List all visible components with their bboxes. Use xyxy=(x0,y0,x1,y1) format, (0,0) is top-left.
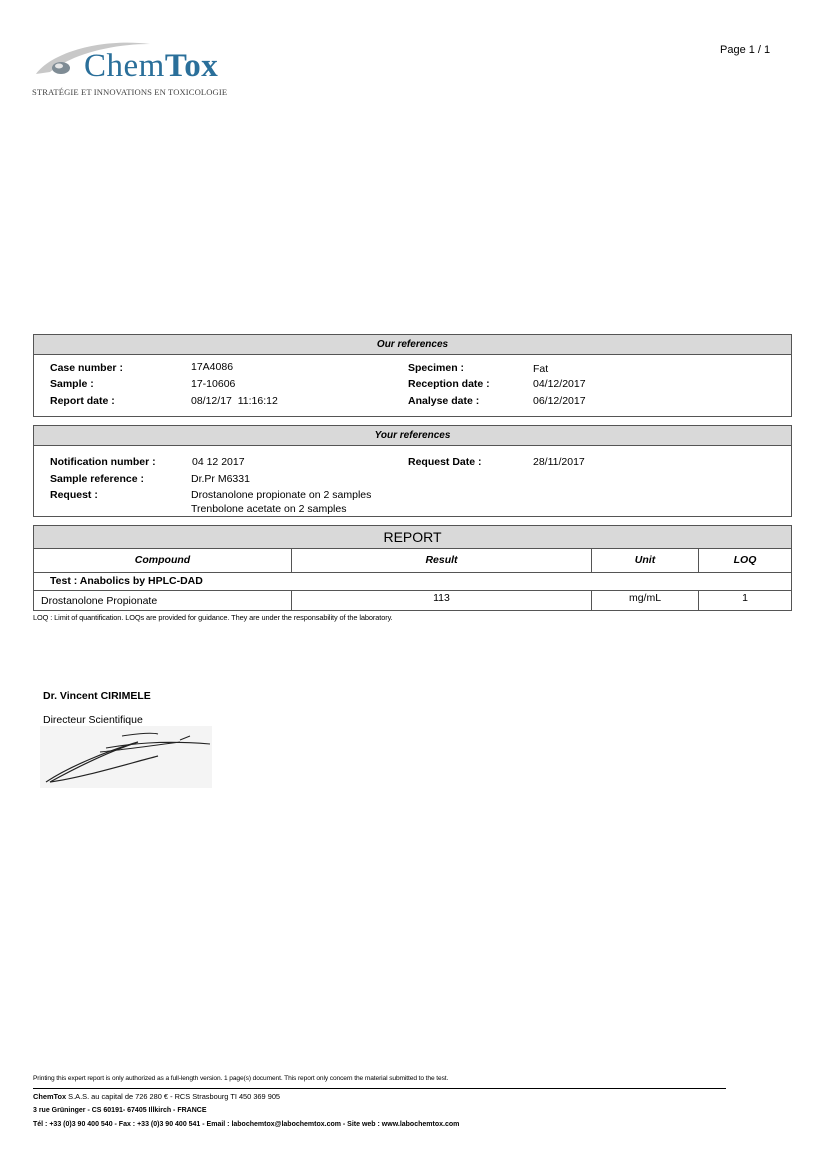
our-references-title: Our references xyxy=(34,335,791,355)
column-compound: Compound xyxy=(34,549,292,573)
report-date-label: Report date : xyxy=(50,395,115,407)
sample-label: Sample : xyxy=(50,378,94,390)
request-line-2: Trenbolone acetate on 2 samples xyxy=(191,503,347,515)
logo-tagline: STRATÉGIE ET INNOVATIONS EN TOXICOLOGIE xyxy=(32,87,228,97)
handwritten-signature xyxy=(40,726,212,788)
test-group-label: Test : Anabolics by HPLC-DAD xyxy=(50,575,203,587)
request-line-1: Drostanolone propionate on 2 samples xyxy=(191,489,372,501)
column-unit: Unit xyxy=(592,549,699,573)
your-references-box xyxy=(33,425,792,517)
notification-number-label: Notification number : xyxy=(50,456,156,468)
sample-value: 17-10606 xyxy=(191,378,236,390)
analyse-date-value: 06/12/2017 xyxy=(533,395,586,407)
footer-address: 3 rue Grüninger - CS 60191- 67405 Illkirch - FRANCE xyxy=(33,1107,207,1114)
request-date-label: Request Date : xyxy=(408,456,482,468)
footer-note: Printing this expert report is only authorized as a full-length version. 1 page(s) document. This report only concern the material submitted to the test. xyxy=(33,1075,449,1082)
report-table xyxy=(33,525,792,611)
sample-reference-value: Dr.Pr M6331 xyxy=(191,473,250,485)
case-number-label: Case number : xyxy=(50,362,123,374)
request-label: Request : xyxy=(50,489,98,501)
analyse-date-label: Analyse date : xyxy=(408,395,480,407)
reception-date-label: Reception date : xyxy=(408,378,490,390)
specimen-value: Fat xyxy=(533,363,549,375)
chemtox-logo xyxy=(32,38,262,102)
request-date-value: 28/11/2017 xyxy=(533,456,585,468)
column-loq: LOQ xyxy=(733,554,757,566)
row-loq: 1 xyxy=(742,592,748,604)
reception-date-value: 04/12/2017 xyxy=(533,378,586,390)
report-header-row xyxy=(34,549,791,573)
logo-name: ChemTox xyxy=(84,48,219,84)
signer-name: Dr. Vincent CIRIMELE xyxy=(43,690,151,702)
test-group-row xyxy=(34,573,791,591)
footer-contact: Tél : +33 (0)3 90 400 540 - Fax : +33 (0)3 90 400 541 - Email : labochemtox@labochemtox.com - Site web : www.labochemtox.com xyxy=(33,1121,460,1128)
report-title: REPORT xyxy=(34,526,791,549)
our-references-box xyxy=(33,334,792,417)
signer-title: Directeur Scientifique xyxy=(43,714,143,726)
footer-divider xyxy=(33,1088,726,1089)
specimen-label: Specimen : xyxy=(408,362,465,374)
footer-company: ChemTox S.A.S. au capital de 726 280 € - RCS Strasbourg TI 450 369 905 xyxy=(33,1092,281,1101)
case-number-value: 17A4086 xyxy=(191,361,234,373)
column-result: Result xyxy=(292,549,592,573)
row-result: 113 xyxy=(292,591,592,610)
row-compound: Drostanolone Propionate xyxy=(34,591,292,610)
sample-reference-label: Sample reference : xyxy=(50,473,144,485)
row-unit: mg/mL xyxy=(592,591,699,610)
page-number: Page 1 / 1 xyxy=(720,44,771,56)
your-references-title: Your references xyxy=(34,426,791,446)
table-row xyxy=(34,591,791,611)
notification-number-value: 04 12 2017 xyxy=(192,456,245,468)
report-date-value: 08/12/17 11:16:12 xyxy=(191,395,278,407)
loq-note: LOQ : Limit of quantification. LOQs are provided for guidance. They are under the responsability of the laboratory. xyxy=(33,613,393,622)
